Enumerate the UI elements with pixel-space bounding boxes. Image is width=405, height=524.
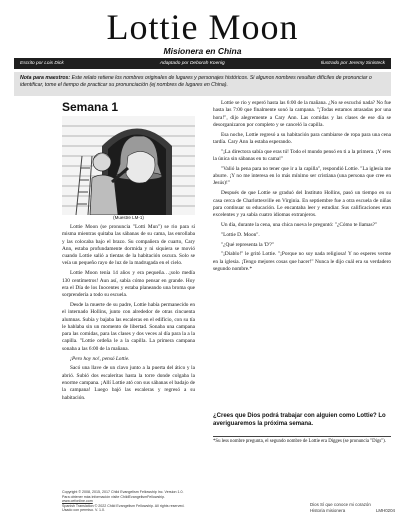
credit-illustrated: Ilustrado por Jeremy Sinisteck bbox=[320, 61, 385, 66]
copyright-line: Spanish Translation © 2022 Child Evangelism Fellowship. All rights reserved. bbox=[62, 503, 185, 508]
story-paragraph: Sacó una llave de un clavo junto a la puerta del ático y la abrió. Subió dos escaleritas hasta la torre donde colgaba la enorme campana. ¡Allí Lottie ató con sus sábanas el badajo de la campana! Luego bajó las escaleras y regresó a su habitación. bbox=[62, 365, 195, 401]
footer-series bbox=[310, 502, 395, 513]
copyright-block bbox=[62, 490, 232, 513]
story-paragraph: Esa noche, Lottie regresó a su habitación para cambiarse de ropa para una cena tardía. Cary Ann la estaba esperando. bbox=[213, 131, 391, 145]
copyright-link[interactable]: www.cefonline.com bbox=[62, 499, 93, 504]
credits-bar bbox=[14, 58, 391, 69]
story-paragraph: "¡Diablo!" le gritó Lottie. "¡Porque no soy nada religiosa! Y no esperes verme en la iglesia. ¡Tengo mejores cosas que hacer!" Nunca le dijo cuál era su verdadero segundo nombre.* bbox=[213, 251, 391, 272]
story-paragraph: Lottie Moon tenía 14 años y era pequeña…¡solo medía 130 centímetros! Aun así, sabía cómo pensar en grande. Hoy era el Día de los Inocentes y estaba planeando una broma que sorprendería a todo su escuela. bbox=[62, 270, 195, 299]
series-subtitle: Historia misionera bbox=[310, 507, 346, 513]
teacher-note-text: Este relato retiene los nombres originales de lugares y personajes históricos. Si algunos nombres resultan difíciles de pronunciar o identificar, tome el tiempo de practicar su pronunciación (ej nombres de lugares en China). bbox=[20, 75, 372, 88]
left-column bbox=[62, 224, 195, 404]
discussion-question: ¿Crees que Dios podrá trabajar con alguien como Lottie? Lo averiguaremos la próxima semana. bbox=[213, 413, 386, 427]
product-code: LMH0204 bbox=[375, 507, 395, 513]
story-paragraph: "Lottie D. Moon". bbox=[221, 231, 260, 238]
credit-author: Escrito por Lois Dick bbox=[20, 61, 64, 66]
teacher-note bbox=[14, 72, 391, 96]
right-column bbox=[213, 100, 391, 276]
series-title: Dios Sí que conoce mi corazón bbox=[310, 502, 371, 507]
illustration-caption: (Muestre LM-1) bbox=[113, 215, 144, 220]
illustration-girl-bell bbox=[62, 116, 195, 215]
week-heading: Semana 1 bbox=[62, 100, 119, 114]
story-paragraph: Lottie se rio y esperó hasta las 6:00 de la mañana. ¿No se escuchó nada? No fue hasta las 7:00 que finalmente sonó la campana. "¡Todas estamos atrasadas por una hora!", dijo alegremente a Cary Ann. Las comidas y las clases de ese día se desorganizaron por completo y se canceló la capilla. bbox=[213, 100, 391, 128]
story-paragraph: ¡Pero hoy no!, pensó Lottie. bbox=[70, 355, 130, 362]
copyright-line: Usado con permiso. V. 1.0. bbox=[62, 508, 106, 513]
credit-adapted: Adaptado por Deborah Koenig bbox=[159, 61, 225, 66]
story-paragraph: Un día, durante la cena, una chica nueva le preguntó: "¿Cómo te llamas?" bbox=[221, 221, 378, 228]
story-paragraph: Lottie Moon (se pronuncia "Lotti Mun") se rio para sí misma mientras quitaba las sábanas de su cama, las enrollaba y las colocaba bajo el brazo. Su compañera de cuarto, Cary Ann, estaba profundamente dormida y ni siquiera se movió cuando Lottie salió a tientas de la habitación oscura. Solo se veía un pequeño rayo de luz de la madrugada en el cielo. bbox=[62, 224, 195, 267]
page-title: Lottie Moon bbox=[106, 7, 299, 47]
story-paragraph: "¿Qué representa la 'D'?" bbox=[221, 241, 275, 248]
story-paragraph: "Valió la pena para no tener que ir a la capilla", respondió Lottie. "La iglesia me aburre. ¡Y no me interesa en lo más mínimo ser cristiana (una persona que cree en Jesús)!" bbox=[213, 165, 391, 187]
page-subtitle: Misionera en China bbox=[163, 46, 242, 56]
footnote: *Su less nombre pregunta, el segundo nombre de Lottie era Digges (se pronuncia "Digs"). bbox=[213, 436, 391, 445]
story-paragraph: Después de que Lottie se graduó del Instituto Hollins, pasó un tiempo en su casa cerca de Charlottesville en Virginia. En septiembre fue a otra escuela de niñas para continuar su educación. Le encantaba leer y estudiar. Sus calificaciones eran excelentes y ya sabía cuatro idiomas extranjeros. bbox=[213, 190, 391, 219]
story-paragraph: "¡La directora sabía que eras tú! Todo el mundo pensó en ti a la primera. ¡Y eres la única sin sábanas en tu cama!" bbox=[213, 148, 391, 163]
story-paragraph: Desde la muerte de su padre, Lottie había permanecido en el internado Hollins, junto con alrededor de otras cincuenta alumnas. Subía y bajaba las escaleras en el edificio, con su tía le hablaba sin un momento de libertad. Sonaba una campana para las comidas, para las clases y dos veces al día para la a la capilla. "Lottie ordeña le a la capilla. La primera campana sonaba a las 6:00 de la mañana. bbox=[62, 301, 195, 352]
teacher-note-label: Nota para maestros: bbox=[20, 75, 71, 81]
copyright-line: Copyright © 2008, 2015, 2017 Child Evangelism Fellowship Inc. Version 1.0. bbox=[62, 490, 184, 494]
copyright-line: Para obtener más información visite ChildEvangelismFellowship. bbox=[62, 494, 166, 499]
